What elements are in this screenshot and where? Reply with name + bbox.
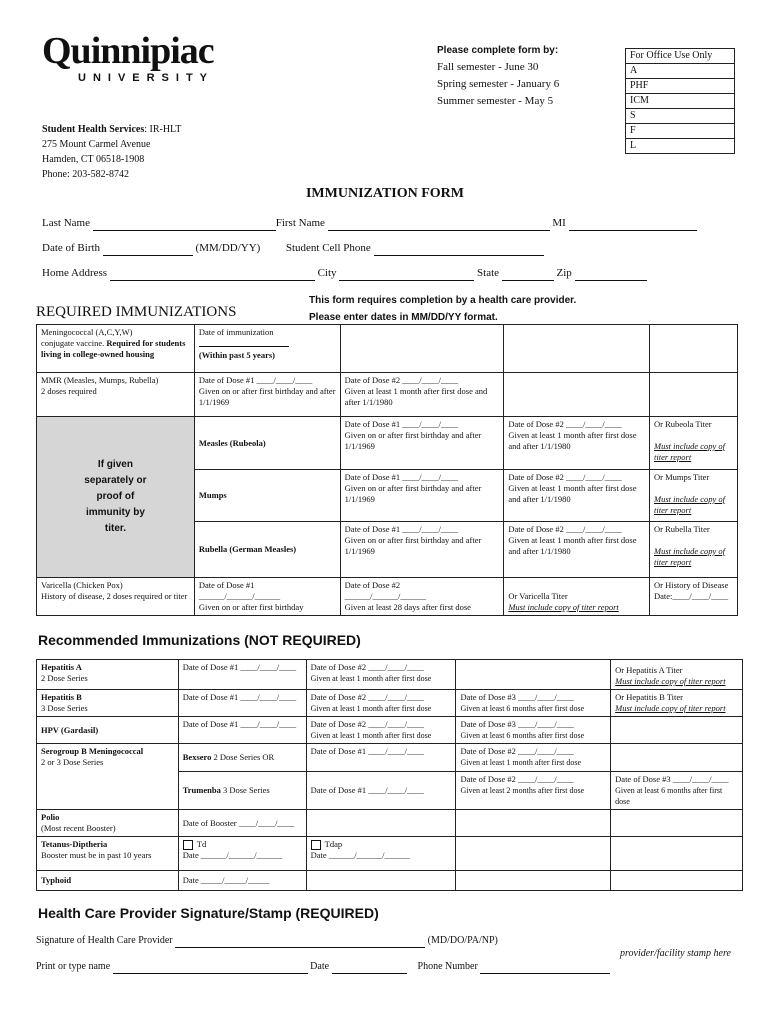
dose2-label: Date of Dose #2 [508, 472, 564, 482]
recommended-table [36, 659, 743, 891]
empty-cell [456, 660, 611, 690]
dose1-label: Date of Dose #1 [344, 524, 401, 534]
table-row [37, 717, 743, 744]
var-titer-copy: Must include copy of titer report [508, 602, 619, 612]
measles-label: Measles (Rubeola) [194, 417, 340, 470]
empty-cell [649, 325, 737, 373]
dose2-label: Date of Dose #2 [460, 746, 516, 756]
signature-row [36, 934, 498, 948]
varicella-cell [37, 578, 195, 616]
dose1-note: Given on or after first birthday and after 1/1/1969 [344, 483, 482, 504]
bexsero-name: Bexsero [182, 752, 212, 762]
month-after-note: Given at least 1 month after first dose [310, 674, 432, 683]
signature-label: Signature of Health Care Provider [36, 935, 173, 946]
empty-cell [306, 871, 456, 891]
empty-cell [340, 325, 504, 373]
tetanus-name: Tetanus-Diptheria [41, 839, 108, 849]
office-use-title: For Office Use Only [626, 49, 734, 64]
home-label: Home Address [42, 267, 108, 279]
titer-copy: Must include copy of titer report [653, 546, 726, 567]
provider-note-2: Please enter dates in MM/DD/YY format. [309, 312, 498, 323]
history-date: Date: [653, 591, 673, 601]
home-field[interactable] [110, 268, 315, 281]
phone-line: Phone: 203-582-8742 [42, 169, 129, 180]
titer-copy: Must include copy of titer report [615, 676, 726, 686]
mumps-dose2[interactable]: Date of Dose #2 ____/____/____ Given at least 1 month after first dose and after 1/1/1980 [504, 470, 650, 522]
zip-field[interactable] [575, 268, 647, 281]
hepa-titer-cell[interactable] [611, 660, 743, 690]
rubella-titer: Or Rubella Titer [653, 524, 710, 534]
last-name-field[interactable] [93, 218, 276, 231]
table-row [37, 578, 738, 616]
hepa-titer: Or Hepatitis A Titer [615, 665, 683, 675]
trumenba-dose1[interactable]: Date of Dose #1 ____/____/____ [306, 772, 456, 810]
dose1-label: Date of Dose #1 [310, 746, 367, 756]
bexsero-dose1[interactable]: Date of Dose #1 ____/____/____ [306, 744, 456, 772]
mening-type: conjugate vaccine. [41, 338, 105, 348]
varicella-note: History of disease, 2 doses required or titer [41, 591, 188, 601]
td-cell[interactable]: Td Date ______/______/______ [178, 837, 306, 871]
dose2-label: Date of Dose #2 [344, 580, 401, 590]
two-month-note: Given at least 2 months after first dose [460, 786, 585, 795]
mening-date-cell[interactable] [194, 325, 340, 373]
dose1-note: Given on or after first birthday and after 1/1/1969 [344, 535, 482, 556]
empty-cell [504, 373, 650, 417]
mmr-cell [37, 373, 195, 417]
mening-within: (Within past 5 years) [198, 350, 275, 360]
mumps-titer-cell[interactable] [649, 470, 737, 522]
tetanus-cell [37, 837, 179, 871]
table-row [37, 837, 743, 871]
mening-date-label: Date of immunization [198, 327, 274, 337]
serob-cell [37, 744, 179, 810]
var-titer: Or Varicella Titer [508, 591, 568, 601]
deadlines [437, 43, 559, 109]
hpv-label: HPV (Gardasil) [37, 717, 179, 744]
date-label: Date [182, 850, 199, 861]
trumenba-name: Trumenba [182, 785, 221, 795]
dose2-label: Date of Dose #2 [310, 719, 367, 729]
dose2-label: Date of Dose #2 [460, 774, 516, 784]
first-name-field[interactable] [328, 218, 550, 231]
dose1-label: Date of Dose #1 [182, 719, 239, 729]
dose1-label: Date of Dose #1 [198, 375, 255, 385]
titer-side-cell: If given separately or proof of immunity by titer. [37, 417, 195, 578]
form-title: IMMUNIZATION FORM [305, 186, 464, 201]
mi-label: MI [552, 217, 566, 229]
rubella-titer-cell[interactable] [649, 522, 737, 578]
varicella-dose1[interactable]: Date of Dose #1 ______/______/______ Given on or after first birthday [194, 578, 340, 616]
dose1-label: Date of Dose #1 [344, 419, 401, 429]
empty-cell [611, 744, 743, 772]
city-field[interactable] [339, 268, 474, 281]
measles-dose2[interactable]: Date of Dose #2 ____/____/____ Given at least 1 month after first dose and after 1/1/1980 [504, 417, 650, 470]
titer-copy: Must include copy of titer report [653, 494, 726, 515]
dose2-note: Given at least 1 month after first dose and after 1/1/1980 [508, 483, 637, 504]
city-label: City [317, 267, 337, 279]
dob-field[interactable] [103, 243, 193, 256]
hepb-titer: Or Hepatitis B Titer [615, 692, 683, 702]
dose1-note: Given on or after first birthday and after 1/1/1969 [344, 430, 482, 451]
street: 275 Mount Carmel Avenue [42, 139, 151, 150]
dob-label: Date of Birth [42, 242, 101, 254]
mmr-doses: 2 doses required [41, 386, 97, 396]
table-row [37, 660, 743, 690]
tdap-cell[interactable]: Tdap Date ______/______/______ [306, 837, 456, 871]
signature-heading: Health Care Provider Signature/Stamp (REQUIRED) [38, 905, 379, 921]
hepa-name: Hepatitis A [41, 662, 82, 672]
mi-field[interactable] [569, 218, 697, 231]
hepb-dose2[interactable]: Date of Dose #2 ____/____/____ Given at least 1 month after first dose [306, 690, 456, 717]
bexsero-dose2[interactable]: Date of Dose #2 ____/____/____ Given at least 1 month after first dose [456, 744, 611, 772]
required-heading: REQUIRED IMMUNIZATIONS [36, 304, 237, 320]
empty-cell [504, 325, 650, 373]
dose2-label: Date of Dose #2 [508, 419, 564, 429]
rubella-label: Rubella (German Measles) [194, 522, 340, 578]
hpv-dose3[interactable]: Date of Dose #3 ____/____/____ Given at least 6 months after first dose [456, 717, 611, 744]
deadline-summer: Summer semester - May 5 [437, 95, 554, 107]
stamp-note: provider/facility stamp here [620, 948, 731, 959]
dose1-label: Date of Dose #1 [198, 580, 255, 590]
varicella-titer-cell[interactable] [504, 578, 650, 616]
rubeola-titer: Or Rubeola Titer [653, 419, 712, 429]
logo-sub: UNIVERSITY [78, 72, 215, 84]
six-month-note: Given at least 6 months after first dose [460, 731, 585, 740]
dose2-label: Date of Dose #2 [310, 662, 367, 672]
six-month-note: Given at least 6 months after first dose [615, 786, 723, 806]
date-label: Date [182, 875, 199, 885]
dose2-label: Date of Dose #2 [344, 375, 401, 385]
date-label: Date [310, 961, 330, 972]
table-row [37, 871, 743, 891]
print-field[interactable] [113, 961, 308, 974]
hepa-dose2[interactable]: Date of Dose #2 ____/____/____ Given at least 1 month after first dose [306, 660, 456, 690]
varicella-name: Varicella (Chicken Pox) [41, 580, 123, 590]
dob-row [42, 241, 544, 256]
empty-cell [456, 837, 611, 871]
dob-format: (MM/DD/YY) [195, 242, 261, 254]
typhoid-date[interactable]: Date _____/_____/_____ [178, 871, 306, 891]
cell-label: Student Cell Phone [285, 242, 371, 254]
empty-cell [649, 373, 737, 417]
empty-cell [456, 810, 611, 837]
polio-booster[interactable]: Date of Booster ____/____/____ [178, 810, 306, 837]
titer-copy: Must include copy of titer report [653, 441, 726, 462]
bexsero-series: 2 Dose Series OR [213, 752, 275, 762]
dose2-label: Date of Dose #2 [508, 524, 564, 534]
table-row [37, 744, 743, 772]
mening-required: Required for students living in college-owned housing [41, 338, 186, 359]
td-label: Td [196, 839, 207, 849]
mumps-label: Mumps [194, 470, 340, 522]
dose2-label: Date of Dose #2 [310, 692, 367, 702]
required-table [36, 324, 738, 616]
booster-label: Date of Booster [182, 817, 237, 828]
provider-note-1: This form requires completion by a health care provider. [309, 295, 577, 306]
office-use-box [625, 48, 735, 154]
empty-cell [611, 810, 743, 837]
name-row [42, 216, 697, 231]
table-row [37, 417, 738, 470]
typhoid-label: Typhoid [37, 871, 179, 891]
meningococcal-cell [37, 325, 195, 373]
serob-series: 2 or 3 Dose Series [41, 757, 104, 767]
serob-name: Serogroup B Meningococcal [41, 746, 144, 756]
month-after-note: Given at least 1 month after first dose [310, 731, 432, 740]
deadline-fall: Fall semester - June 30 [437, 61, 539, 73]
polio-name: Polio [41, 812, 60, 822]
print-label: Print or type name [36, 961, 111, 972]
measles-dose1[interactable]: Date of Dose #1 ____/____/____ Given on or after first birthday and after 1/1/1969 [340, 417, 504, 470]
polio-sub: (Most recent Booster) [41, 823, 116, 833]
hepa-cell [37, 660, 179, 690]
mmr-dose2-cell[interactable]: Date of Dose #2 ____/____/____ Given at least 1 month after first dose and after 1/1/1980 [340, 373, 504, 417]
month-after-note: Given at least 1 month after first dose [310, 704, 432, 713]
trumenba-dose2[interactable]: Date of Dose #2 ____/____/____ Given at least 2 months after first dose [456, 772, 611, 810]
dose3-label: Date of Dose #3 [460, 719, 516, 729]
office-row: ICM [626, 94, 734, 109]
rubella-dose2[interactable]: Date of Dose #2 ____/____/____ Given at least 1 month after first dose and after 1/1/1980 [504, 522, 650, 578]
credentials: (MD/DO/PA/NP) [427, 935, 498, 946]
trumenba-dose3[interactable]: Date of Dose #3 ____/____/____ Given at least 6 months after first dose [611, 772, 743, 810]
table-row [37, 810, 743, 837]
varicella-dose2[interactable]: Date of Dose #2 ______/______/______ Given at least 28 days after first dose [340, 578, 504, 616]
titer-copy: Must include copy of titer report [615, 703, 726, 713]
date-label: Date [310, 850, 327, 861]
hepb-series: 3 Dose Series [41, 703, 88, 713]
office-row: A [626, 64, 734, 79]
mumps-dose1[interactable]: Date of Dose #1 ____/____/____ Given on or after first birthday and after 1/1/1969 [340, 470, 504, 522]
empty-cell [611, 717, 743, 744]
dept-code: : IR-HLT [144, 124, 182, 135]
mmr-dose1-cell[interactable]: Date of Dose #1 ____/____/____ Given on or after first birthday and after 1/1/1969 [194, 373, 340, 417]
deadline-spring: Spring semester - January 6 [437, 78, 560, 90]
dept-name: Student Health Services [42, 124, 145, 135]
mumps-titer: Or Mumps Titer [653, 472, 710, 482]
university-logo [42, 32, 214, 84]
td-checkbox[interactable] [183, 840, 193, 850]
mmr-name: MMR (Measles, Mumps, Rubella) [41, 375, 159, 385]
zip-label: Zip [556, 267, 572, 279]
hepb-dose3[interactable]: Date of Dose #3 ____/____/____ Given at least 6 months after first dose [456, 690, 611, 717]
hepb-cell [37, 690, 179, 717]
dose2-note: Given at least 1 month after first dose and after 1/1/1980 [508, 535, 637, 556]
phone-field[interactable] [480, 961, 610, 974]
empty-cell [611, 837, 743, 871]
six-month-note: Given at least 6 months after first dose [460, 704, 585, 713]
office-row: L [630, 140, 637, 151]
hepb-name: Hepatitis B [41, 692, 82, 702]
state-label: State [477, 267, 500, 279]
address-row [42, 266, 647, 281]
table-row [37, 325, 738, 373]
rubeola-titer-cell[interactable] [649, 417, 737, 470]
dose3-label: Date of Dose #3 [615, 774, 671, 784]
deadline-heading: Please complete form by: [437, 45, 559, 56]
office-row: PHF [626, 79, 734, 94]
hpv-dose1[interactable]: Date of Dose #1 ____/____/____ [178, 717, 306, 744]
print-row [36, 960, 610, 974]
address-block [42, 122, 181, 182]
dose1-label: Date of Dose #1 [310, 785, 367, 795]
phone-label: Phone Number [417, 961, 478, 972]
hepa-dose1[interactable]: Date of Dose #1 ____/____/____ [178, 660, 306, 690]
dose1-label: Date of Dose #1 [344, 472, 401, 482]
dose2-note: Given at least 1 month after first dose and after 1/1/1980 [344, 386, 488, 407]
table-row [37, 373, 738, 417]
logo-name: Quinnipiac [42, 30, 214, 72]
date-field[interactable] [332, 961, 407, 974]
polio-cell [37, 810, 179, 837]
dose1-label: Date of Dose #1 [182, 692, 239, 702]
rubella-dose1[interactable]: Date of Dose #1 ____/____/____ Given on or after first birthday and after 1/1/1969 [340, 522, 504, 578]
hepb-dose1[interactable]: Date of Dose #1 ____/____/____ [178, 690, 306, 717]
trumenba-series: 3 Dose Series [222, 785, 270, 795]
dose1-note: Given on or after first birthday and after 1/1/1969 [198, 386, 336, 407]
provider-note [309, 292, 576, 326]
recommended-heading: Recommended Immunizations (NOT REQUIRED) [38, 632, 361, 648]
last-name-label: Last Name [42, 217, 90, 229]
history-label: Or History of Disease [653, 580, 729, 590]
dose3-label: Date of Dose #3 [460, 692, 516, 702]
trumenba-cell[interactable] [178, 772, 306, 810]
first-name-label: First Name [275, 217, 325, 229]
signature-field[interactable] [175, 935, 425, 948]
empty-cell [306, 810, 456, 837]
table-row [37, 690, 743, 717]
office-row: S [626, 109, 734, 124]
empty-cell [456, 871, 611, 891]
cell-field[interactable] [374, 243, 544, 256]
empty-cell [611, 871, 743, 891]
city-line: Hamden, CT 06518-1908 [42, 154, 145, 165]
office-row: F [626, 124, 734, 139]
var-dose2-note: Given at least 28 days after first dose [344, 602, 471, 612]
var-dose1-note: Given on or after first birthday [198, 602, 304, 612]
dose1-label: Date of Dose #1 [182, 662, 239, 672]
history-cell[interactable]: Or History of Disease Date:____/____/____ [649, 578, 737, 616]
bexsero-cell[interactable] [178, 744, 306, 772]
month-after-note: Given at least 1 month after first dose [460, 758, 582, 767]
tdap-checkbox[interactable] [311, 840, 321, 850]
hpv-dose2[interactable]: Date of Dose #2 ____/____/____ Given at least 1 month after first dose [306, 717, 456, 744]
hepb-titer-cell[interactable] [611, 690, 743, 717]
state-field[interactable] [502, 268, 554, 281]
hepa-series: 2 Dose Series [41, 673, 88, 683]
tetanus-sub: Booster must be in past 10 years [41, 850, 152, 860]
tdap-label: Tdap [324, 839, 343, 849]
dose2-note: Given at least 1 month after first dose and after 1/1/1980 [508, 430, 637, 451]
mening-name: Meningococcal (A,C,Y,W) [41, 327, 133, 337]
